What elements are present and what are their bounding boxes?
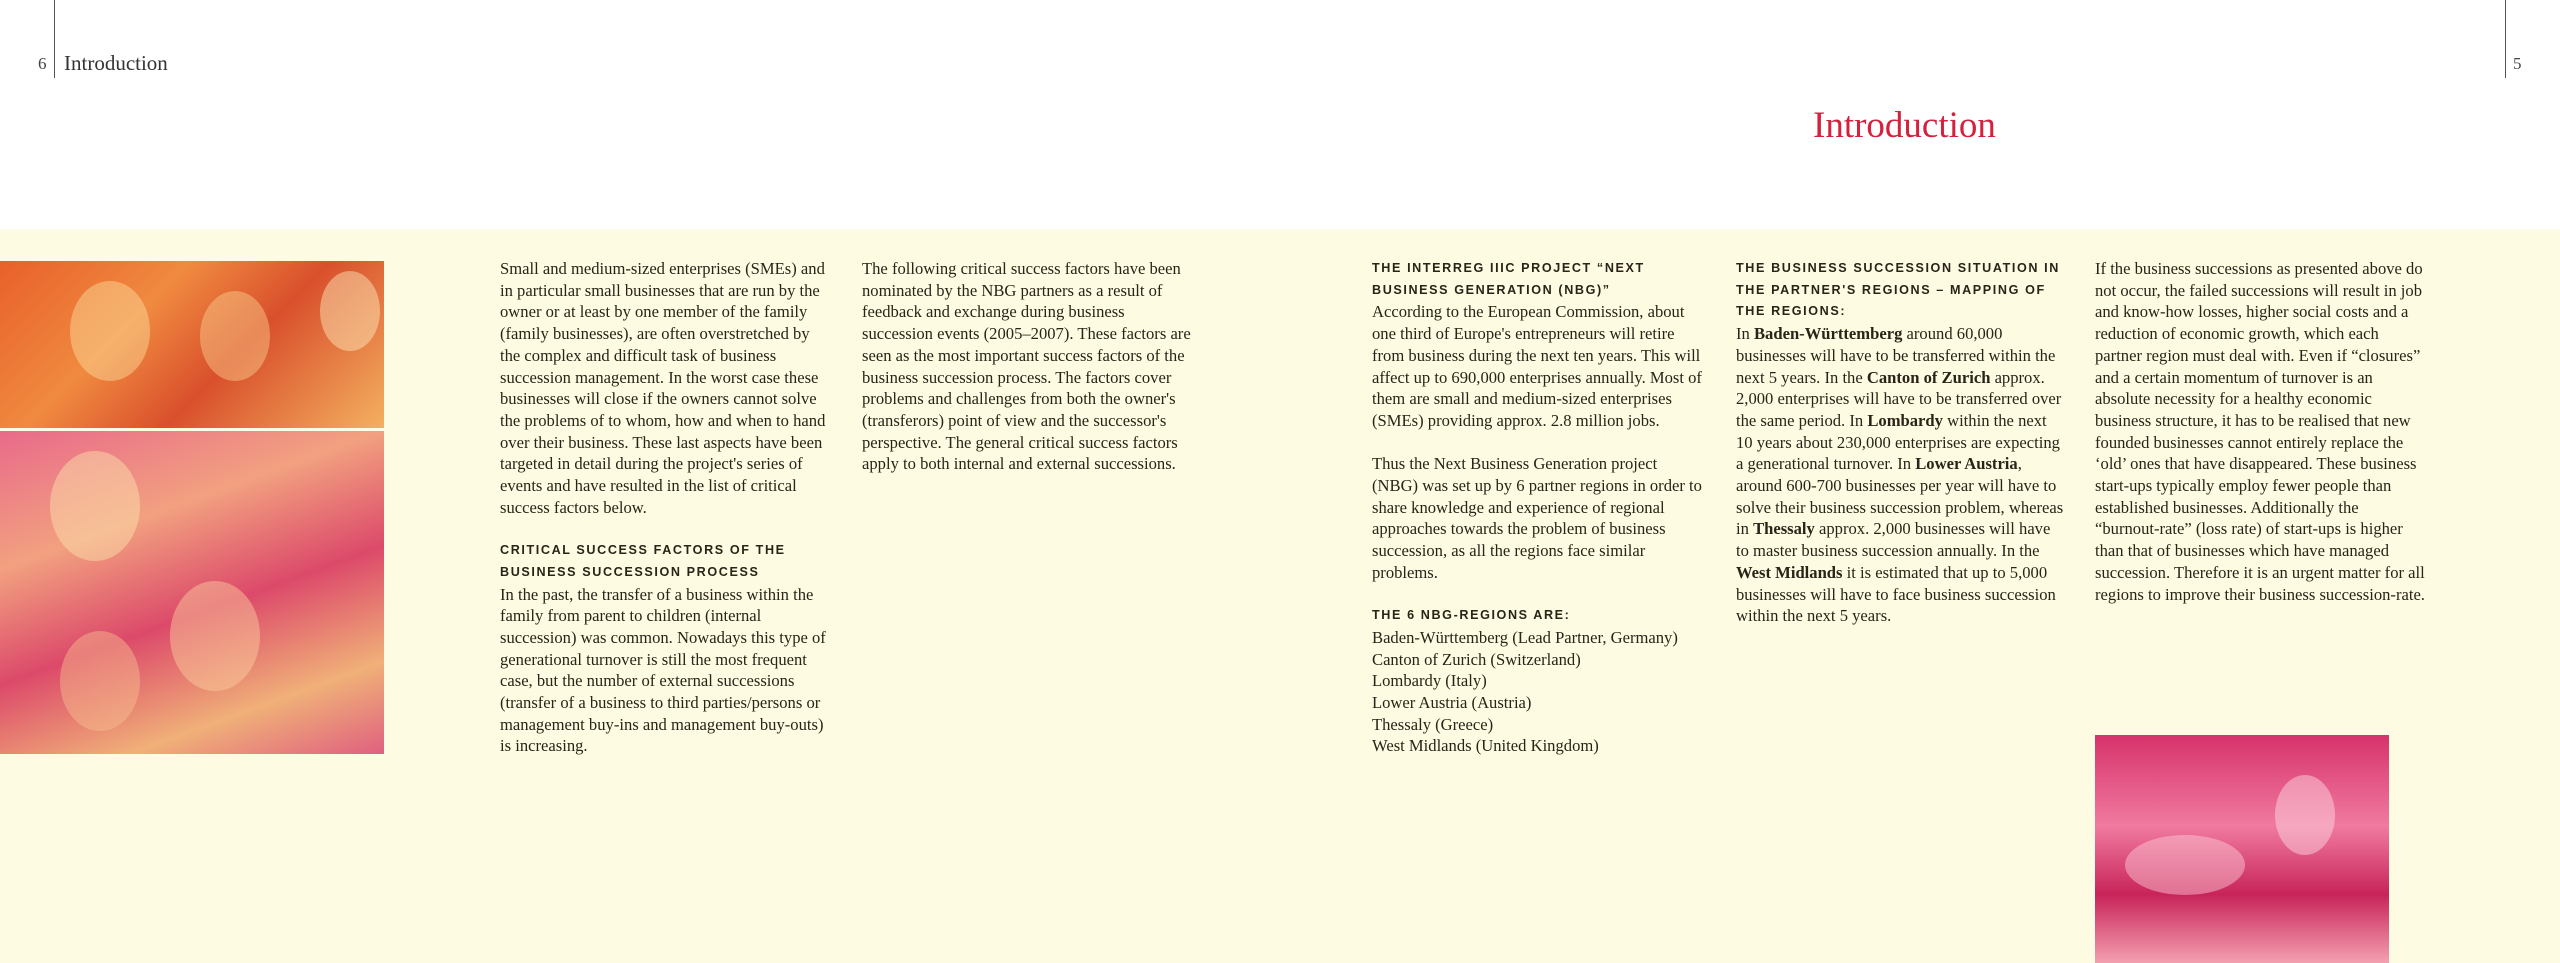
list-item: Lombardy (Italy) <box>1372 671 1487 691</box>
critical-factors-paragraph: In the past, the transfer of a business within the family from parent to children (internal succession) was common. Nowadays this type of generational turnover is still the most frequent case, but the number of external successions (transfer of a business to third parties/persons or management buy-ins and management buy-outs) is increasing. <box>500 584 826 756</box>
region-name: Thessaly <box>1753 519 1815 539</box>
section-heading-critical-factors: CRITICAL SUCCESS FACTORS OF THE BUSINESS SUCCESSION PROCESS <box>500 543 786 579</box>
list-item: Canton of Zurich (Switzerland) <box>1372 649 1581 669</box>
photo-shop-interior <box>2095 735 2389 963</box>
region-name: Lower Austria <box>1915 454 2018 474</box>
text: approx. 2,000 businesses will have to master business succession annually. In the <box>1736 519 2051 561</box>
photo-audience-seated <box>0 261 384 428</box>
left-page-number: 6 <box>38 54 47 73</box>
right-page-number: 5 <box>2513 54 2522 73</box>
text: , around 600-700 businesses per year will have to solve their business succession problem, whereas in <box>1736 454 2064 539</box>
section-heading-regions: THE 6 NBG-REGIONS ARE: <box>1372 608 1571 623</box>
nbg-paragraph-1: According to the European Commission, about one third of Europe's entrepreneurs will retire from business during the next ten years. This will affect up to 690,000 enterprises annually. Most of them are small and medium-sized enterprises (SMEs) providing approx. 2.8 million jobs. <box>1372 302 1702 430</box>
region-name: Canton of Zurich <box>1866 367 1991 387</box>
text: around 60,000 businesses will have to be transferred within the next 5 years. In the <box>1736 324 2056 387</box>
text: within the next 10 years about 230,000 enterprises are expecting a generational turnover. In <box>1736 410 2060 474</box>
nbg-paragraph-2: Thus the Next Business Generation project (NBG) was set up by 6 partner regions in order to share knowledge and experience of regional approaches towards the problem of business succession, as all the regions face similar problems. <box>1372 454 1702 582</box>
running-title: Introduction <box>64 51 168 75</box>
section-heading-nbg-project: THE INTERREG IIIC PROJECT “NEXT BUSINESS GENERATION (NBG)” <box>1372 261 1645 297</box>
right-margin-rule <box>2505 0 2506 78</box>
column-4 <box>1736 258 2066 649</box>
region-name: Lombardy <box>1867 410 1943 430</box>
regions-list <box>1372 627 1702 757</box>
column-3 <box>1372 258 1702 757</box>
list-item: Baden-Württemberg (Lead Partner, Germany) <box>1372 627 1678 647</box>
column-5 <box>2095 258 2425 627</box>
list-item: Lower Austria (Austria) <box>1372 693 1532 713</box>
succession-situation-paragraph <box>1736 323 2066 627</box>
region-name: West Midlands <box>1736 562 1843 582</box>
list-item: Thessaly (Greece) <box>1372 714 1494 734</box>
section-heading-succession-situation: THE BUSINESS SUCCESSION SITUATION IN THE PARTNER'S REGIONS – MAPPING OF THE REGIONS: <box>1736 261 2060 319</box>
text: In <box>1736 324 1754 344</box>
failed-succession-paragraph: If the business successions as presented above do not occur, the failed successions will result in job and know-how losses, higher social costs and a reduction of economic growth, which each partner region must deal with. Even if “closures” and a certain momentum of turnover is an absolute necessity for a healthy economic business structure, it has to be realised that new founded businesses cannot entirely replace the ‘old’ ones that have disappeared. These business start-ups typically employ fewer people than established businesses. Additionally the “burnout-rate” (loss rate) of start-ups is higher than that of businesses which have managed succession. Therefore it is an urgent matter for all regions to improve their business succession-rate. <box>2095 259 2425 604</box>
photo-audience-speaker <box>0 431 384 754</box>
success-factors-paragraph: The following critical success factors have been nominated by the NBG partners as a result of feedback and exchange during business succession events (2005–2007). These factors are seen as the most important success factors of the business succession process. The factors cover problems and challenges from both the owner's (transferors) point of view and the successor's perspective. The general critical success factors apply to both internal and external successions. <box>862 259 1191 474</box>
intro-paragraph: Small and medium-sized enterprises (SMEs) and in particular small businesses that are run by the owner or at least by one member of the family (family businesses), are often overstretched by the complex and difficult task of business succession management. In the worst case these businesses will close if the owners cannot solve the problems of to whom, how and when to hand over their business. These last aspects have been targeted in detail during the project's series of events and have resulted in the list of critical success factors below. <box>500 259 826 517</box>
list-item: West Midlands (United Kingdom) <box>1372 736 1599 756</box>
page-title: Introduction <box>1813 105 1996 146</box>
text: approx. 2,000 enterprises will have to be transferred over the same period. In <box>1736 367 2062 430</box>
text: it is estimated that up to 5,000 businesses will have to face business succession within the next 5 years. <box>1736 562 2056 626</box>
column-1 <box>500 258 830 779</box>
column-2 <box>862 258 1192 497</box>
left-margin-rule <box>54 0 55 78</box>
region-name: Baden-Württemberg <box>1753 324 1903 344</box>
